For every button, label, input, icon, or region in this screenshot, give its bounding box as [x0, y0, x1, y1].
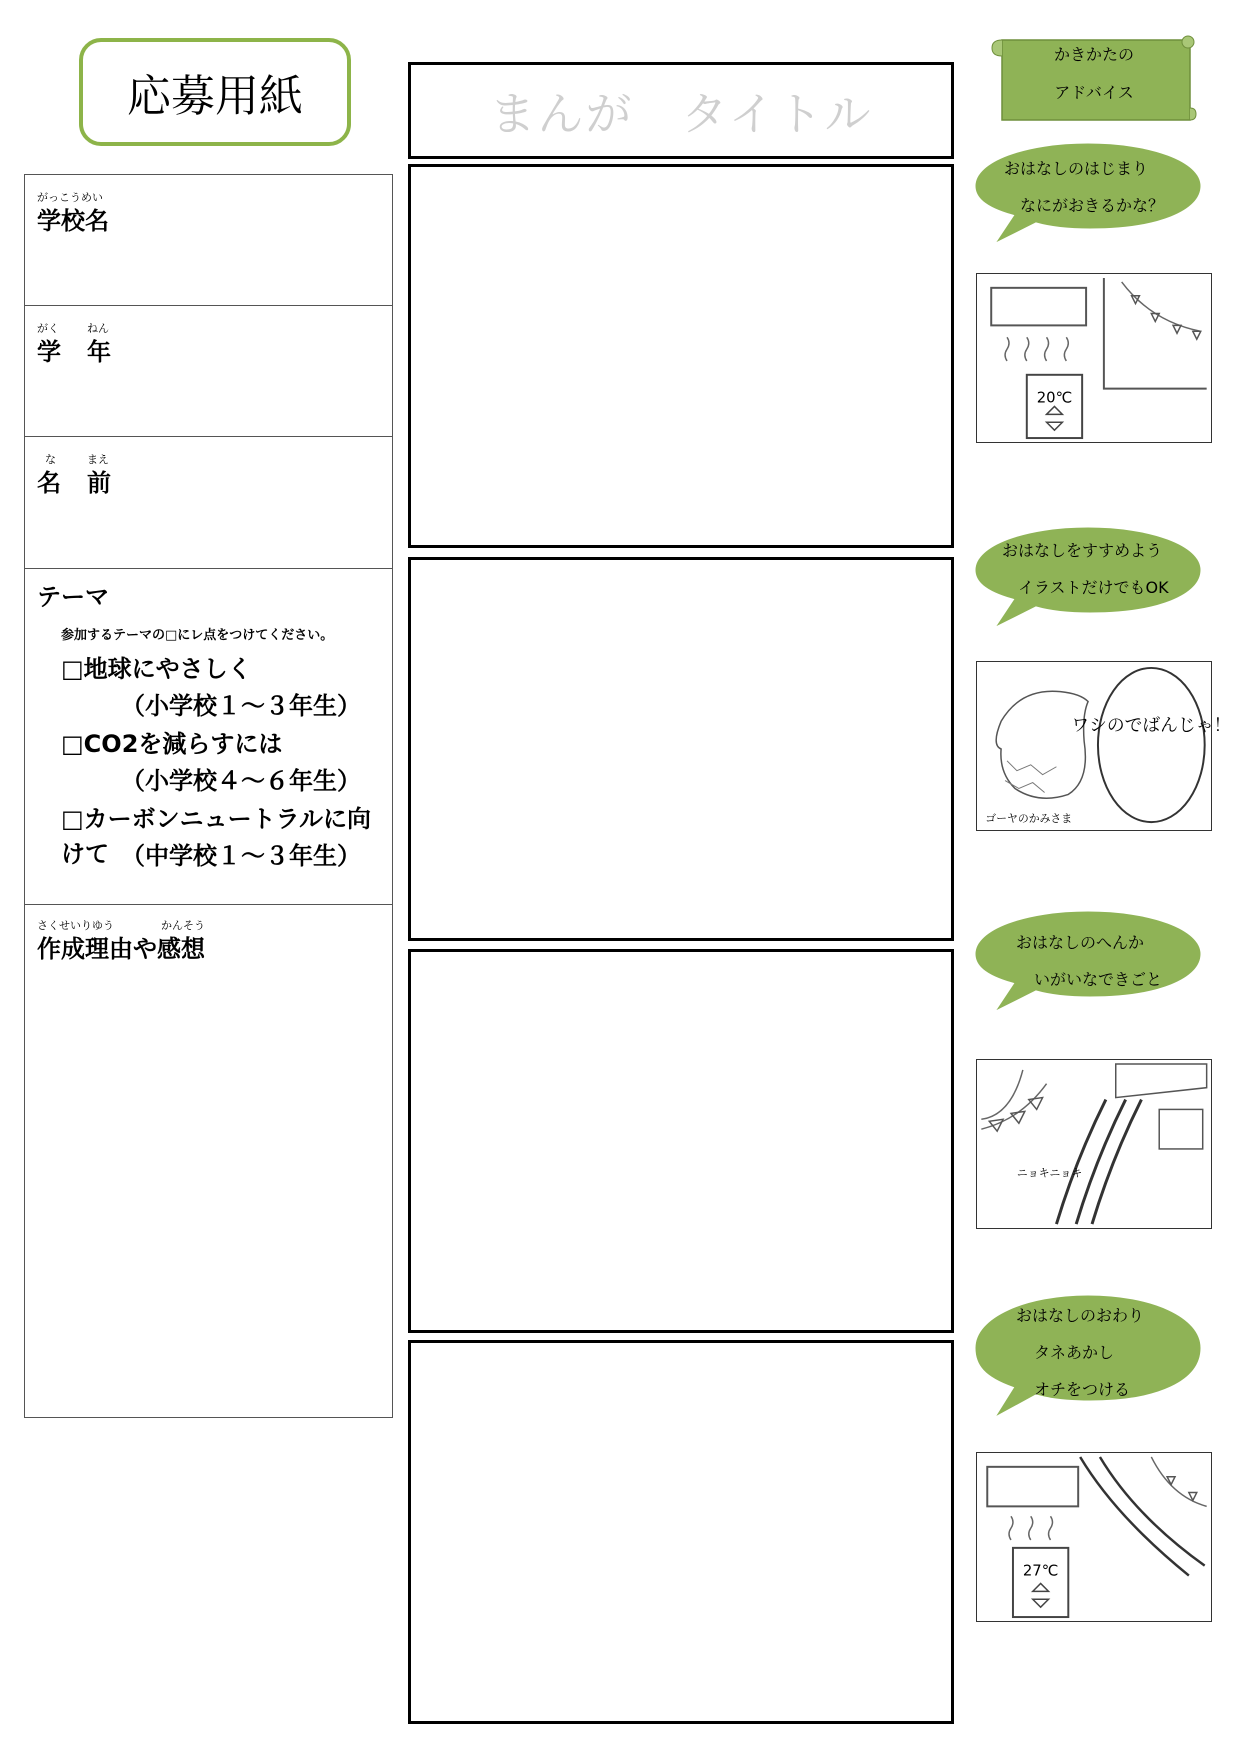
example-2-caption: ゴーヤのかみさま [985, 812, 1073, 826]
school-ruby: がっこうめい [37, 191, 103, 204]
example-panel-4 [976, 1452, 1212, 1622]
grade-label-a: 学 [37, 338, 61, 366]
name-ruby-b: まえ [87, 453, 109, 466]
advice-bubble-3-line1: おはなしのへんか [1016, 933, 1145, 952]
theme-option-3-grade: （中学校１～３年生） [121, 842, 361, 870]
name-label-b: 前 [87, 469, 111, 497]
reason-label: 作成理由や感想 [37, 935, 205, 963]
example-panel-3 [976, 1059, 1212, 1229]
theme-option-1-grade: （小学校１～３年生） [121, 692, 361, 720]
example-4-temperature: 27℃ [1022, 1562, 1059, 1580]
advice-bubble-2-line2: イラストだけでもOK [1018, 578, 1169, 597]
example-panel-1 [976, 273, 1212, 443]
advice-bubble-3 [970, 906, 1206, 1020]
advice-bubble-4-line1: おはなしのおわり [1016, 1306, 1145, 1325]
school-label: 学校名 [37, 207, 109, 235]
advice-bubble-4-line3: オチをつける [1034, 1380, 1131, 1399]
theme-option-3[interactable]: □カーボンニュートラルに向けて [61, 805, 371, 868]
example-2-speech: ワシのでばんじゃ！ [1071, 715, 1232, 737]
advice-bubble-2-line1: おはなしをすすめよう [1002, 541, 1163, 560]
name-row [25, 437, 392, 569]
name-ruby-a: な [45, 453, 56, 466]
reason-ruby-a: さくせいりゆう [37, 919, 114, 932]
theme-row [25, 569, 392, 905]
manga-panel-1[interactable] [408, 164, 954, 548]
advice-bubble-1-line2: なにがおきるかな？ [1020, 196, 1165, 215]
manga-panel-2[interactable] [408, 557, 954, 941]
reason-ruby-b: かんそう [161, 919, 205, 932]
manga-title-box[interactable] [408, 62, 954, 159]
grade-ruby-a: がく [37, 322, 59, 335]
advice-bubble-1-line1: おはなしのはじまり [1004, 159, 1149, 178]
example-panel-2 [976, 661, 1232, 831]
grade-label-b: 年 [87, 338, 111, 366]
theme-option-2[interactable]: □CO2を減らすには [61, 730, 283, 758]
example-1-temperature: 20℃ [1036, 389, 1073, 407]
theme-option-1[interactable]: □地球にやさしく [61, 655, 252, 683]
school-row [25, 175, 392, 306]
theme-note: 参加するテーマの□にレ点をつけてください。 [61, 628, 334, 643]
manga-title-placeholder: まんが タイトル [489, 86, 873, 141]
theme-label: テーマ [37, 583, 109, 611]
advice-bubble-4-line2: タネあかし [1034, 1343, 1115, 1362]
entry-info-table [24, 174, 393, 1418]
advice-bubble-3-line2: いがいなできごと [1034, 970, 1163, 989]
advice-banner-line2: アドバイス [1054, 83, 1134, 102]
advice-banner-line1: かきかたの [1053, 45, 1134, 64]
grade-ruby-b: ねん [87, 322, 109, 335]
theme-option-2-grade: （小学校４～６年生） [121, 767, 361, 795]
form-title: 応募用紙 [79, 38, 351, 146]
reason-row[interactable] [25, 905, 392, 1419]
grade-row [25, 306, 392, 437]
name-label-a: 名 [37, 469, 61, 497]
example-3-sfx: ニョキニョキ [1016, 1166, 1083, 1180]
manga-panel-3[interactable] [408, 949, 954, 1333]
manga-panel-4[interactable] [408, 1340, 954, 1724]
